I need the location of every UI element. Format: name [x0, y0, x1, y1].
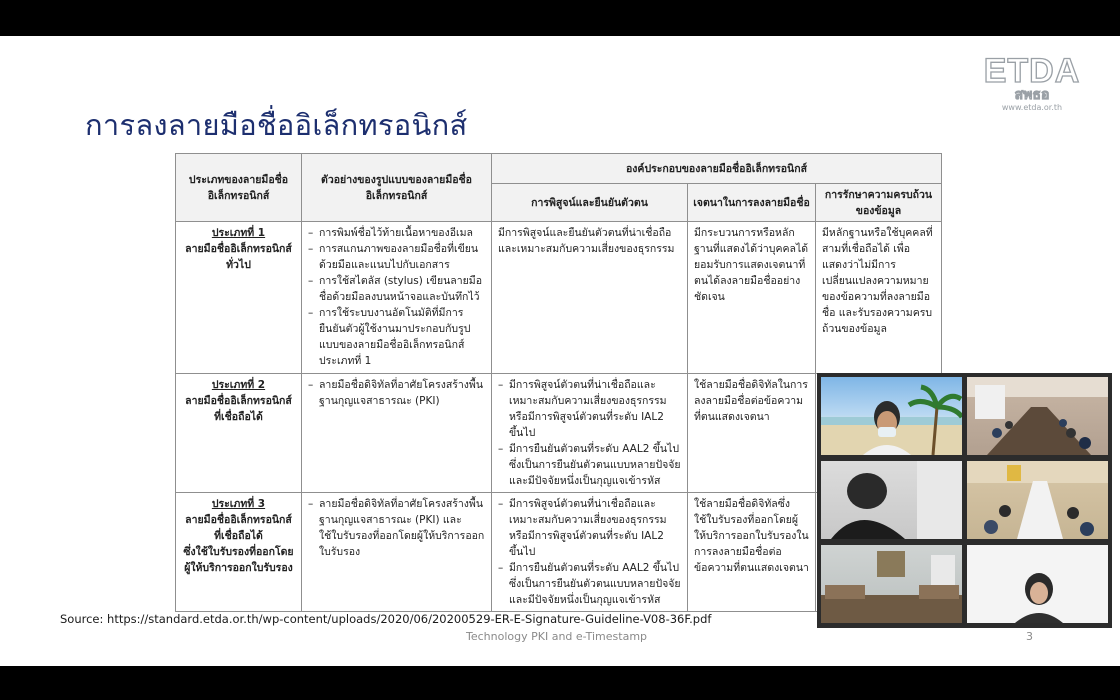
auth-item: – มีการพิสูจน์ตัวตนที่น่าเชื่อถือและเหมาะสมกับความเสี่ยงของธุรกรรมหรือมีการพิสูจน์ตัวตนที่ระดับ IAL2 ขึ้นไป: [498, 377, 681, 441]
header-integrity: การรักษาความครบถ้วนของข้อมูล: [816, 184, 942, 222]
office-room-icon: [821, 545, 962, 623]
presentation-slide: [0, 36, 1120, 666]
examples-cell: [302, 493, 492, 612]
participant-tile-meeting-room-b[interactable]: [967, 461, 1108, 539]
video-participant-grid: [817, 373, 1112, 628]
type-label: ประเภทที่ 1: [211, 227, 266, 239]
participant-tile-meeting-room-a[interactable]: [967, 377, 1108, 455]
header-auth: การพิสูจน์และยืนยันตัวตน: [492, 184, 688, 222]
source-citation: Source: https://standard.etda.or.th/wp-content/uploads/2020/06/20200529-ER-E-Signature-Guideline-V08-36F.pdf: [60, 612, 712, 626]
logo-text: ETDA: [983, 52, 1081, 90]
intent-cell: มีกระบวนการหรือหลักฐานที่แสดงได้ว่าบุคคลได้ยอมรับการแสดงเจตนาที่ตนได้ลงลายมือชื่ออย่างชัดเจน: [688, 222, 816, 374]
meeting-room-icon: [967, 461, 1108, 539]
intent-cell: ใช้ลายมือชื่อดิจิทัลซึ่งใช้ใบรับรองที่ออกโดยผู้ให้บริการออกใบรับรองในการลงลายมือชื่อต่อข้อความที่ตนแสดงเจตนา: [688, 493, 816, 612]
participant-tile-beach[interactable]: [821, 377, 962, 455]
header-examples: ตัวอย่างของรูปแบบของลายมือชื่ออิเล็กทรอนิกส์: [302, 154, 492, 222]
logo-thai-text: สพธอ: [1014, 87, 1050, 103]
auth-cell: มีการพิสูจน์และยืนยันตัวตนที่น่าเชื่อถือและเหมาะสมกับความเสี่ยงของธุรกรรม: [492, 222, 688, 374]
auth-item: – มีการยืนยันตัวตนที่ระดับ AAL2 ขึ้นไป ซึ่งเป็นการยืนยันตัวตนแบบหลายปัจจัย และมีปัจจัยหนึ่งเป็นกุญแจเข้ารหัส: [498, 560, 681, 608]
type-cell: [176, 374, 302, 493]
auth-item: – มีการพิสูจน์ตัวตนที่น่าเชื่อถือและเหมาะสมกับความเสี่ยงของธุรกรรมหรือมีการพิสูจน์ตัวตนที่ระดับ IAL2 ขึ้นไป: [498, 496, 681, 560]
example-item: – ลายมือชื่อดิจิทัลที่อาศัยโครงสร้างพื้นฐานกุญแจสาธารณะ (PKI) และใช้ใบรับรองที่ออกโดยผู้ให้บริการออกใบรับรอง: [308, 496, 485, 560]
person-silhouette-icon: [821, 461, 962, 539]
type-line: ลายมือชื่ออิเล็กทรอนิกส์: [185, 243, 292, 255]
type-line: ลายมือชื่ออิเล็กทรอนิกส์: [185, 514, 292, 526]
header-type: ประเภทของลายมือชื่ออิเล็กทรอนิกส์: [176, 154, 302, 222]
beach-scene-icon: [821, 377, 962, 455]
example-item: – การใช้ระบบงานอัตโนมัติที่มีการยืนยันตัวผู้ใช้งานมาประกอบกับรูปแบบของลายมือชื่ออิเล็กทรอนิกส์ประเภทที่ 1: [308, 305, 485, 369]
slide-page-number: 3: [1026, 630, 1033, 643]
auth-cell: [492, 493, 688, 612]
example-item: – การสแกนภาพของลายมือชื่อที่เขียนด้วยมือและแนบไปกับเอกสาร: [308, 241, 485, 273]
type-label: ประเภทที่ 3: [211, 498, 266, 510]
type-line: ลายมือชื่ออิเล็กทรอนิกส์: [185, 395, 292, 407]
integrity-cell: มีหลักฐานหรือใช้บุคคลที่สามที่เชื่อถือได้ เพื่อแสดงว่าไม่มีการเปลี่ยนแปลงความหมายของข้อความที่ลงลายมือชื่อ และรับรองความครบถ้วนของข้อมูล: [816, 222, 942, 374]
slide-footer: Technology PKI and e-Timestamp: [466, 630, 648, 643]
type-cell: [176, 222, 302, 374]
speaker-person-icon: [967, 545, 1108, 623]
type-line: ที่เชื่อถือได้: [214, 411, 263, 423]
type-line: ที่เชื่อถือได้: [214, 530, 263, 542]
type-cell: [176, 493, 302, 612]
examples-cell: [302, 374, 492, 493]
logo-url: www.etda.or.th: [1001, 103, 1063, 112]
example-item: – การใช้สไตลัส (stylus) เขียนลายมือชื่อด้วยมือลงบนหน้าจอและบันทึกไว้: [308, 273, 485, 305]
participant-tile-speaker[interactable]: [967, 545, 1108, 623]
auth-cell: [492, 374, 688, 493]
type-line: ทั่วไป: [226, 259, 251, 271]
meeting-room-icon: [967, 377, 1108, 455]
header-components: องค์ประกอบของลายมือชื่ออิเล็กทรอนิกส์: [492, 154, 942, 184]
type-line: ซึ่งใช้ใบรับรองที่ออกโดย: [183, 546, 294, 558]
header-intent: เจตนาในการลงลายมือชื่อ: [688, 184, 816, 222]
example-item: – ลายมือชื่อดิจิทัลที่อาศัยโครงสร้างพื้นฐานกุญแจสาธารณะ (PKI): [308, 377, 485, 409]
type-line: ผู้ให้บริการออกใบรับรอง: [184, 562, 293, 574]
participant-tile-office-room[interactable]: [821, 545, 962, 623]
etda-logo: [982, 54, 1082, 113]
slide-title: การลงลายมือชื่ออิเล็กทรอนิกส์: [85, 108, 468, 142]
type-label: ประเภทที่ 2: [211, 379, 266, 391]
auth-item: – มีการยืนยันตัวตนที่ระดับ AAL2 ขึ้นไป ซึ่งเป็นการยืนยันตัวตนแบบหลายปัจจัย และมีปัจจัยหนึ่งเป็นกุญแจเข้ารหัส: [498, 441, 681, 489]
examples-cell: [302, 222, 492, 374]
example-item: – การพิมพ์ชื่อไว้ท้ายเนื้อหาของอีเมล: [308, 225, 485, 241]
table-row: [176, 222, 942, 374]
intent-cell: ใช้ลายมือชื่อดิจิทัลในการลงลายมือชื่อต่อข้อความที่ตนแสดงเจตนา: [688, 374, 816, 493]
participant-tile-camera-covered[interactable]: [821, 461, 962, 539]
